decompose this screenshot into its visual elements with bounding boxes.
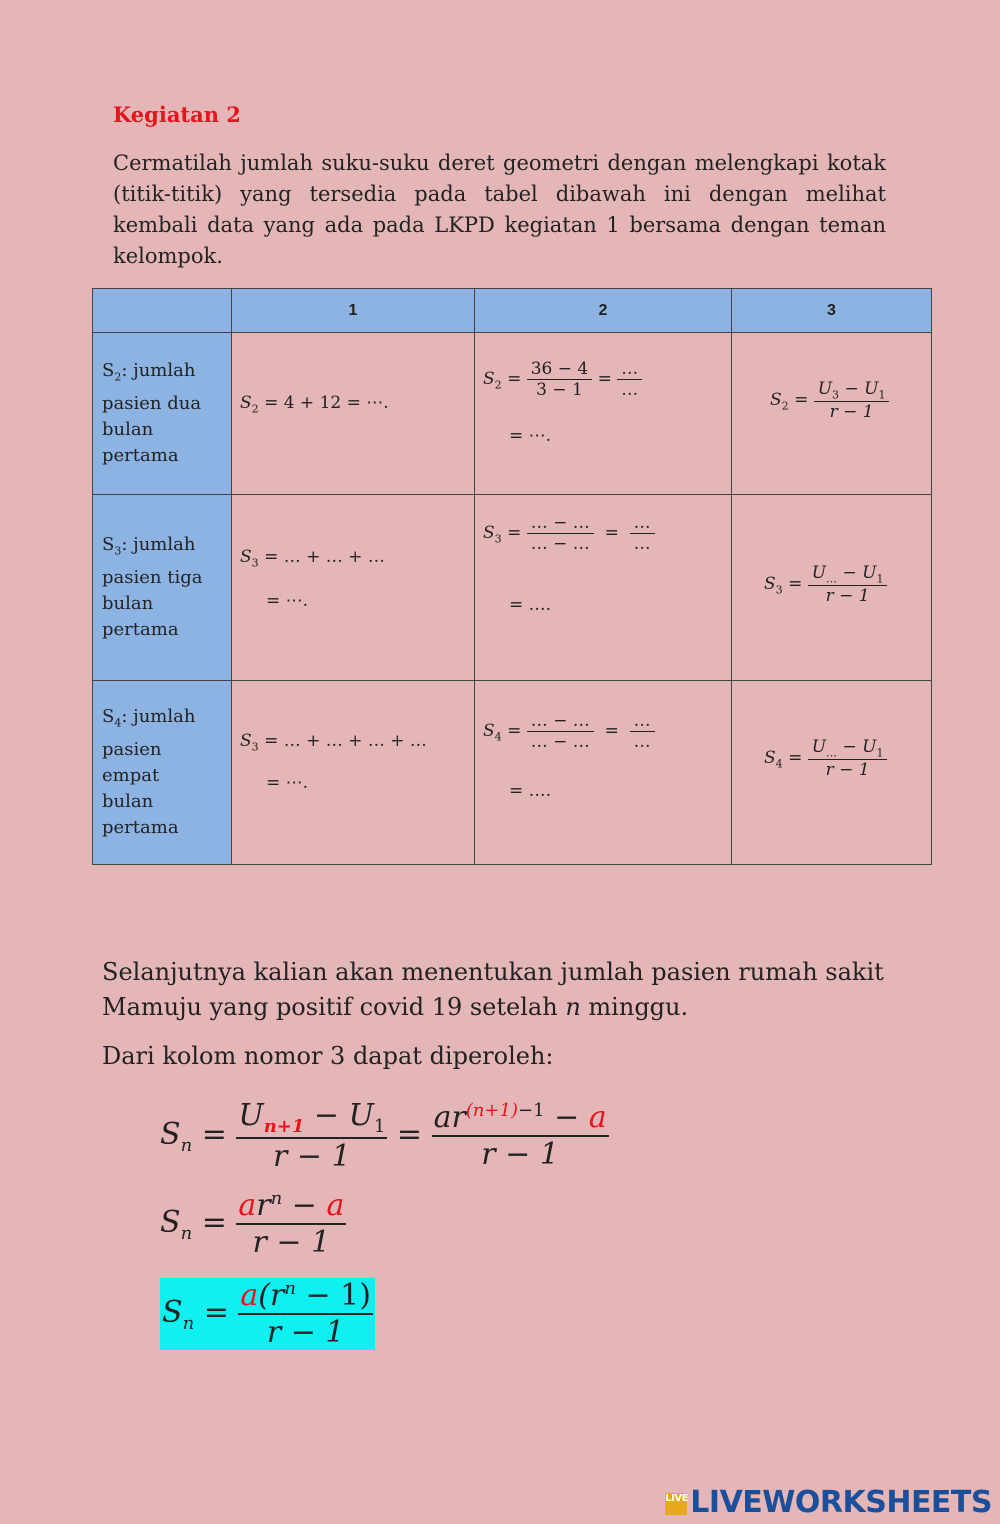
result-line[interactable]: = ⋯. (266, 591, 309, 611)
answer-cell[interactable]: $S_3$ = $\frac{\dots - \dots}{\dots - \dots}$ = $\frac{\dots}{\dots}$ = …. (475, 495, 732, 681)
geometric-series-table (92, 288, 932, 865)
blank-fraction[interactable]: $\frac{\dots - \dots}{\dots - \dots}$ (527, 711, 594, 752)
row-label: $S_3$: jumlah pasien tiga bulan pertama (93, 495, 232, 681)
intro-paragraph: Cermatilah jumlah suku-suku deret geometri dengan melengkapi kotak (titik-titik) yang tersedia pada tabel dibawah ini dengan melihat kembali data yang ada pada LKPD kegiatan 1 bersama dengan teman kelompok. (113, 151, 886, 268)
fraction: $\frac{U_\dots - U_1}{r - 1}$ (808, 563, 888, 606)
fraction: $\frac{U_\dots - U_1}{r - 1}$ (808, 737, 888, 780)
result-line[interactable]: = ⋯. (509, 426, 552, 446)
fraction: $\frac{36 - 4}{3 - 1}$ (527, 359, 593, 400)
formula-sn-final: $S_n$ = $\frac{a(r^n - 1)}{r - 1}$ (160, 1278, 375, 1350)
fraction: $\frac{ar^{(n+1)-1} - a}{r - 1}$ (433, 1100, 607, 1172)
s3-sum-expression[interactable]: = … + … + … (264, 547, 385, 567)
answer-cell[interactable]: $S_3$ = … + … + … = ⋯. (232, 495, 475, 681)
answer-cell[interactable]: $S_3$ = … + … + … + … = ⋯. (232, 681, 475, 865)
fraction: $\frac{a(r^n - 1)}{r - 1}$ (240, 1278, 371, 1350)
table-header-row (93, 289, 932, 333)
formula-cell[interactable]: $S_3$ = $\frac{U_\dots - U_1}{r - 1}$ (732, 495, 932, 681)
answer-cell[interactable]: $S_4$ = $\frac{\dots - \dots}{\dots - \dots}$ = $\frac{\dots}{\dots}$ = …. (475, 681, 732, 865)
s4-sum-expression[interactable]: = … + … + … + … (264, 731, 427, 751)
blank-fraction[interactable]: $\frac{\dots - \dots}{\dots - \dots}$ (527, 513, 594, 554)
liveworksheets-logo: LIVELIVEWORKSHEETS (665, 1485, 992, 1520)
formula-cell: $S_2$ = $\frac{U_3 - U_1}{r - 1}$ (732, 333, 932, 495)
paragraph-next-step: Selanjutnya kalian akan menentukan jumlah pasien rumah sakit Mamuju yang positif covid 19 setelah n minggu. (102, 958, 884, 1021)
blank-fraction[interactable]: $\frac{\dots}{\dots}$ (630, 711, 655, 752)
header-cell-1: 1 (232, 289, 475, 333)
row-label: $S_4$: jumlah pasien empat bulan pertama (93, 681, 232, 865)
answer-cell[interactable]: $S_2$ = $\frac{36 - 4}{3 - 1}$ = $\frac{\dots}{\dots}$ = ⋯. (475, 333, 732, 495)
fraction: $\frac{U_{n+1} - U_1}{r - 1}$ (238, 1098, 386, 1174)
logo-badge-icon: LIVE (665, 1493, 687, 1515)
table-row (93, 495, 932, 681)
fraction: $\frac{ar^n - a}{r - 1}$ (238, 1188, 345, 1260)
header-cell-empty (93, 289, 232, 333)
table-row (93, 681, 932, 865)
header-cell-2: 2 (475, 289, 732, 333)
formula-sn-step1: $S_n$ = $\frac{U_{n+1} - U_1}{r - 1}$ = $\frac{ar^{(n+1)-1} - a}{r - 1}$ (160, 1098, 607, 1174)
answer-cell[interactable]: $S_2 = 4 + 12$ = ⋯. (232, 333, 475, 495)
section-title: Kegiatan 2 (113, 102, 241, 127)
paragraph-column-3: Dari kolom nomor 3 dapat diperoleh: (102, 1042, 554, 1070)
row-label: $S_2$: jumlah pasien dua bulan pertama (93, 333, 232, 495)
s2-sum-expression: = 4 + 12 = ⋯. (264, 393, 389, 413)
result-line[interactable]: = …. (509, 781, 552, 801)
table-row (93, 333, 932, 495)
header-cell-3: 3 (732, 289, 932, 333)
blank-fraction[interactable]: $\frac{\dots}{\dots}$ (630, 513, 655, 554)
result-line[interactable]: = …. (509, 595, 552, 615)
formula-cell[interactable]: $S_4$ = $\frac{U_\dots - U_1}{r - 1}$ (732, 681, 932, 865)
fraction: $\frac{U_3 - U_1}{r - 1}$ (814, 379, 890, 422)
blank-fraction[interactable]: $\frac{\dots}{\dots}$ (617, 359, 642, 400)
result-line[interactable]: = ⋯. (266, 773, 309, 793)
formula-sn-step2: $S_n$ = $\frac{ar^n - a}{r - 1}$ (160, 1188, 345, 1260)
